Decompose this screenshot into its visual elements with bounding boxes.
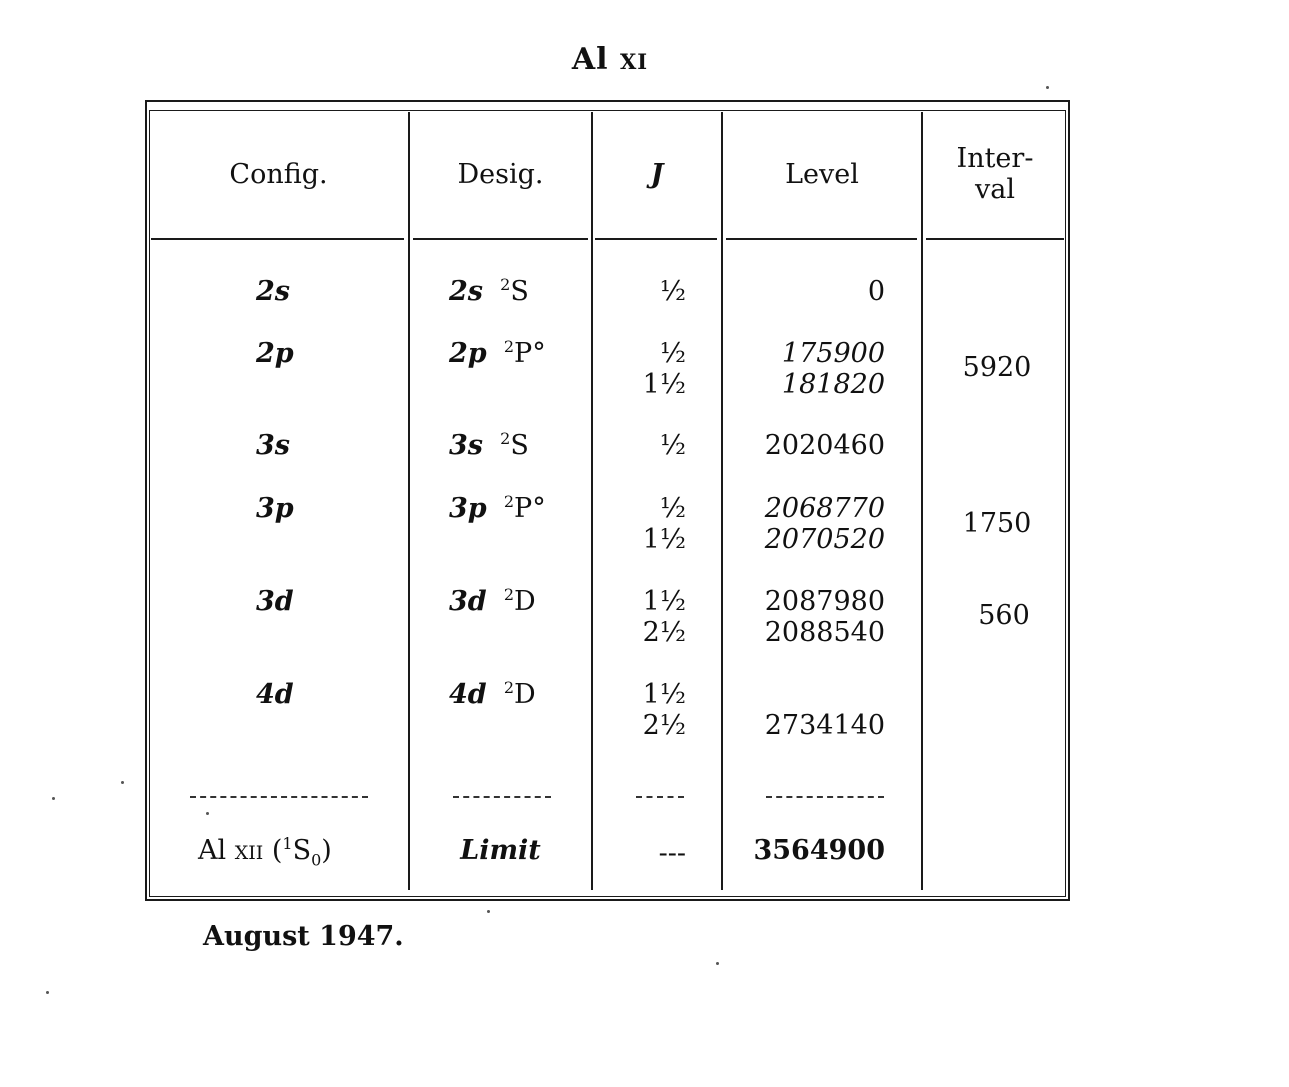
desig-cell: 3p $^2$P° bbox=[449, 492, 546, 524]
config-cell: 3d bbox=[256, 586, 294, 617]
j-value: 1½ bbox=[642, 524, 686, 555]
j-value: 1½ bbox=[642, 369, 686, 400]
level-value: 181820 bbox=[781, 369, 885, 400]
print-speck bbox=[716, 962, 719, 965]
j-value: 1½ bbox=[642, 586, 686, 617]
interval-value: 560 bbox=[978, 600, 1030, 631]
header-interval-line1: Inter- bbox=[956, 143, 1034, 174]
j-value: 2½ bbox=[642, 617, 686, 648]
header-level: Level bbox=[785, 159, 859, 190]
interval-value: 1750 bbox=[962, 508, 1032, 539]
config-cell: 4d bbox=[256, 679, 294, 710]
config-cell: 2s bbox=[256, 276, 290, 307]
header-rule bbox=[726, 238, 917, 240]
column-divider bbox=[721, 112, 723, 890]
limit-desig-cell: Limit bbox=[460, 835, 541, 866]
interval-value: 5920 bbox=[962, 352, 1032, 383]
level-value: 2020460 bbox=[764, 430, 885, 461]
print-speck bbox=[46, 991, 49, 994]
column-divider bbox=[921, 112, 923, 890]
title-ion: xi bbox=[620, 42, 649, 77]
header-interval-line2: val bbox=[975, 174, 1015, 205]
dashed-separator bbox=[453, 796, 551, 798]
dashed-separator bbox=[636, 796, 684, 798]
header-rule bbox=[413, 238, 588, 240]
print-speck bbox=[1046, 86, 1049, 89]
j-value: ½ bbox=[659, 430, 686, 461]
print-speck bbox=[487, 910, 490, 913]
level-value: 0 bbox=[867, 276, 885, 307]
level-value: 2068770 bbox=[764, 493, 885, 524]
limit-j-cell: --- bbox=[658, 838, 686, 869]
j-value: 2½ bbox=[642, 710, 686, 741]
limit-level-cell: 3564900 bbox=[753, 835, 885, 866]
config-cell: 2p bbox=[256, 338, 294, 369]
title-element: Al bbox=[571, 42, 609, 77]
j-value: ½ bbox=[659, 338, 686, 369]
dashed-separator bbox=[190, 796, 368, 798]
print-speck bbox=[52, 797, 55, 800]
header-rule bbox=[151, 238, 404, 240]
print-speck bbox=[206, 812, 209, 815]
level-value: 2088540 bbox=[764, 617, 885, 648]
column-divider bbox=[591, 112, 593, 890]
j-value: 1½ bbox=[642, 679, 686, 710]
print-speck bbox=[121, 781, 124, 784]
j-value: ½ bbox=[659, 493, 686, 524]
page-title bbox=[0, 42, 1220, 77]
level-value: 175900 bbox=[781, 338, 885, 369]
level-value: 2070520 bbox=[764, 524, 885, 555]
level-value: 2087980 bbox=[764, 586, 885, 617]
j-value: ½ bbox=[659, 276, 686, 307]
dashed-separator bbox=[766, 796, 884, 798]
desig-cell: 2s $^2$S bbox=[449, 275, 529, 307]
desig-cell: 4d $^2$D bbox=[449, 678, 536, 710]
desig-cell: 3s $^2$S bbox=[449, 429, 529, 461]
desig-cell: 2p $^2$P° bbox=[449, 337, 546, 369]
header-config: Config. bbox=[229, 159, 328, 190]
footer-date: August 1947. bbox=[203, 921, 404, 952]
header-rule bbox=[595, 238, 717, 240]
limit-config-cell: Al xii $(^1S_0)$ bbox=[198, 834, 332, 870]
config-cell: 3p bbox=[256, 493, 294, 524]
header-j: J bbox=[650, 159, 664, 190]
header-desig: Desig. bbox=[457, 159, 544, 190]
config-cell: 3s bbox=[256, 430, 290, 461]
level-value: 2734140 bbox=[764, 710, 885, 741]
header-rule bbox=[926, 238, 1064, 240]
column-divider bbox=[408, 112, 410, 890]
desig-cell: 3d $^2$D bbox=[449, 585, 536, 617]
